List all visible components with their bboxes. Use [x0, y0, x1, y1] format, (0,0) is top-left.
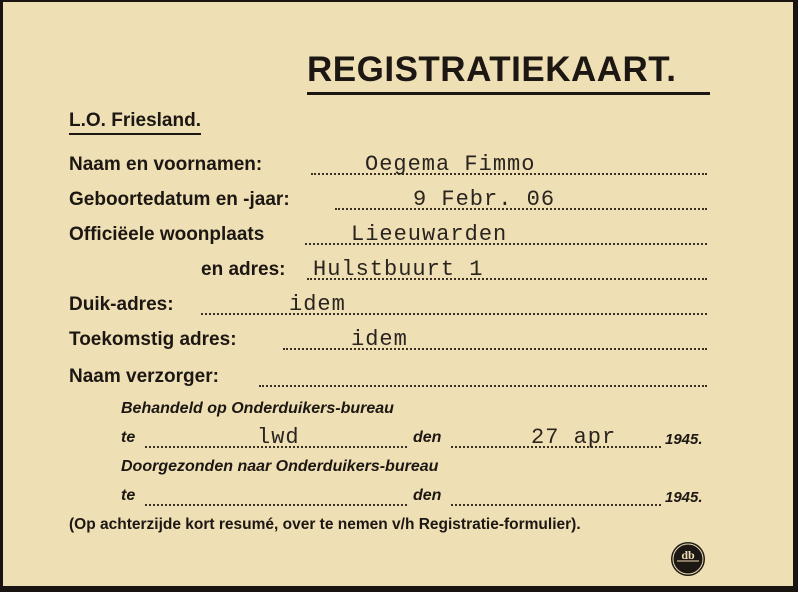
organisation-label: L.O. Friesland.	[69, 110, 201, 135]
back-side-note: (Op achterzijde kort resumé, over te nemen v/h Registratie-formulier).	[69, 516, 581, 533]
caretaker-row	[69, 364, 709, 392]
name-row	[69, 152, 709, 180]
residence-label: Officiëele woonplaats	[69, 224, 265, 245]
printer-logo-stamp	[671, 542, 705, 576]
forwarded-date-dotted-line	[451, 504, 661, 506]
treated-date-value: 27 apr	[531, 425, 617, 450]
registration-card	[3, 2, 793, 586]
forwarded-to-bureau-label: Doorgezonden naar Onderduikers-bureau	[121, 458, 439, 475]
future-address-dotted-line	[283, 348, 707, 350]
forwarded-te-label: te	[121, 487, 136, 504]
treated-te-label: te	[121, 429, 136, 446]
name-label: Naam en voornamen:	[69, 154, 263, 175]
hiding-address-label: Duik-adres:	[69, 294, 174, 315]
name-value: Oegema Fimmo	[365, 152, 536, 177]
hiding-address-value: idem	[289, 292, 346, 317]
address-value: Hulstbuurt 1	[313, 257, 484, 282]
address-row	[69, 257, 709, 285]
residence-row	[69, 222, 709, 250]
future-address-label: Toekomstig adres:	[69, 329, 237, 350]
treated-place-value: lwd	[257, 425, 300, 450]
caretaker-dotted-line	[259, 385, 707, 387]
residence-value: Lieeuwarden	[351, 222, 508, 247]
card-title: REGISTRATIEKAART.	[307, 50, 677, 89]
forwarded-year-label: 1945.	[665, 489, 703, 506]
forwarded-row	[121, 483, 711, 511]
stamp-text: db	[681, 548, 695, 562]
treated-at-bureau-label: Behandeld op Onderduikers-bureau	[121, 400, 394, 417]
address-label: en adres:	[201, 259, 286, 280]
forwarded-place-dotted-line	[145, 504, 407, 506]
hiding-address-row	[69, 292, 709, 320]
treated-den-label: den	[413, 429, 442, 446]
birthdate-row	[69, 187, 709, 215]
treated-row	[121, 425, 711, 453]
printer-logo-icon	[671, 542, 705, 576]
future-address-value: idem	[351, 327, 408, 352]
birthdate-value: 9 Febr. 06	[413, 187, 556, 212]
hiding-address-dotted-line	[201, 313, 707, 315]
forwarded-den-label: den	[413, 487, 442, 504]
caretaker-label: Naam verzorger:	[69, 366, 219, 387]
birthdate-label: Geboortedatum en -jaar:	[69, 189, 290, 210]
title-underline	[307, 92, 710, 95]
future-address-row	[69, 327, 709, 355]
treated-year-label: 1945.	[665, 431, 703, 448]
